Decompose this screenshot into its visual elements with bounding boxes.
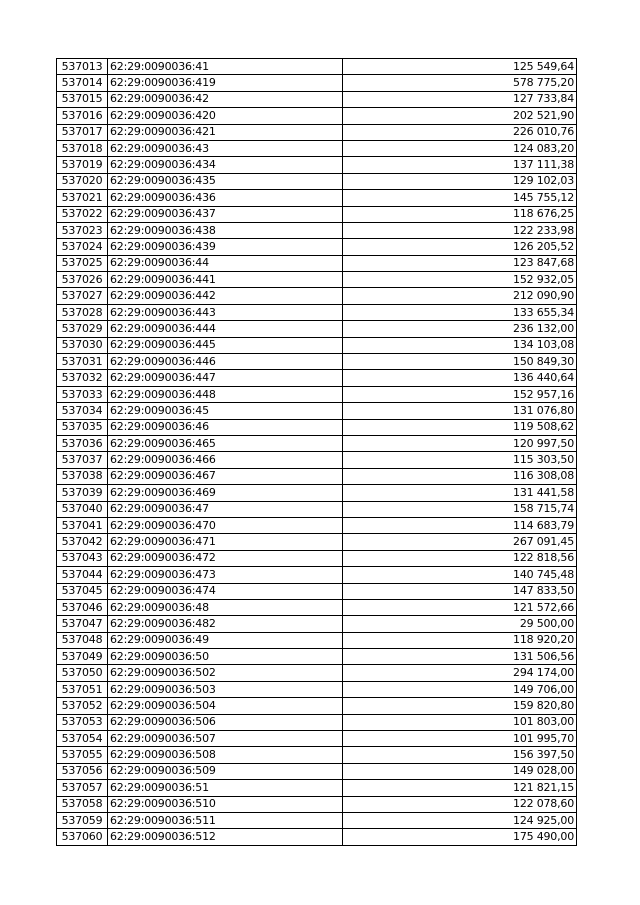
cadastral-value-cell: 129 102,03 — [343, 173, 577, 189]
table-row — [57, 288, 577, 304]
cadastral-number-cell: 62:29:0090036:471 — [108, 534, 343, 550]
table-row — [57, 222, 577, 238]
table-row — [57, 468, 577, 484]
cadastral-number-cell: 62:29:0090036:509 — [108, 763, 343, 779]
cadastral-number-cell: 62:29:0090036:442 — [108, 288, 343, 304]
table-row — [57, 370, 577, 386]
cadastral-number-cell: 62:29:0090036:465 — [108, 435, 343, 451]
row-id-cell: 537020 — [57, 173, 108, 189]
cadastral-value-cell: 123 847,68 — [343, 255, 577, 271]
cadastral-value-cell: 294 174,00 — [343, 665, 577, 681]
cadastral-value-cell: 149 028,00 — [343, 763, 577, 779]
cadastral-number-cell: 62:29:0090036:510 — [108, 796, 343, 812]
cadastral-number-cell: 62:29:0090036:441 — [108, 272, 343, 288]
cadastral-number-cell: 62:29:0090036:45 — [108, 403, 343, 419]
cadastral-value-cell: 267 091,45 — [343, 534, 577, 550]
row-id-cell: 537042 — [57, 534, 108, 550]
cadastral-number-cell: 62:29:0090036:419 — [108, 75, 343, 91]
cadastral-number-cell: 62:29:0090036:41 — [108, 59, 343, 75]
cadastral-value-cell: 118 920,20 — [343, 632, 577, 648]
row-id-cell: 537059 — [57, 812, 108, 828]
table-row — [57, 747, 577, 763]
cadastral-number-cell: 62:29:0090036:49 — [108, 632, 343, 648]
table-row — [57, 714, 577, 730]
table-row — [57, 698, 577, 714]
cadastral-number-cell: 62:29:0090036:473 — [108, 567, 343, 583]
row-id-cell: 537018 — [57, 140, 108, 156]
table-row — [57, 517, 577, 533]
table-row — [57, 255, 577, 271]
row-id-cell: 537058 — [57, 796, 108, 812]
row-id-cell: 537046 — [57, 599, 108, 615]
table-row — [57, 304, 577, 320]
row-id-cell: 537040 — [57, 501, 108, 517]
cadastral-value-cell: 125 549,64 — [343, 59, 577, 75]
table-row — [57, 419, 577, 435]
cadastral-number-cell: 62:29:0090036:504 — [108, 698, 343, 714]
cadastral-value-cell: 122 233,98 — [343, 222, 577, 238]
cadastral-number-cell: 62:29:0090036:445 — [108, 337, 343, 353]
cadastral-value-cell: 121 821,15 — [343, 780, 577, 796]
cadastral-number-cell: 62:29:0090036:511 — [108, 812, 343, 828]
cadastral-value-cell: 118 676,25 — [343, 206, 577, 222]
table-row — [57, 534, 577, 550]
cadastral-number-cell: 62:29:0090036:436 — [108, 190, 343, 206]
row-id-cell: 537047 — [57, 616, 108, 632]
table-row — [57, 731, 577, 747]
cadastral-value-cell: 121 572,66 — [343, 599, 577, 615]
table-row — [57, 190, 577, 206]
table-row — [57, 780, 577, 796]
table-row — [57, 796, 577, 812]
cadastral-value-cell: 120 997,50 — [343, 435, 577, 451]
cadastral-number-cell: 62:29:0090036:469 — [108, 485, 343, 501]
cadastral-value-cell: 152 932,05 — [343, 272, 577, 288]
table-row — [57, 206, 577, 222]
cadastral-value-cell: 236 132,00 — [343, 321, 577, 337]
row-id-cell: 537039 — [57, 485, 108, 501]
cadastral-number-cell: 62:29:0090036:50 — [108, 649, 343, 665]
table-row — [57, 812, 577, 828]
row-id-cell: 537021 — [57, 190, 108, 206]
table-row — [57, 763, 577, 779]
row-id-cell: 537028 — [57, 304, 108, 320]
cadastral-value-cell: 226 010,76 — [343, 124, 577, 140]
row-id-cell: 537036 — [57, 435, 108, 451]
table-row — [57, 272, 577, 288]
table-row — [57, 435, 577, 451]
row-id-cell: 537055 — [57, 747, 108, 763]
row-id-cell: 537014 — [57, 75, 108, 91]
table-row — [57, 59, 577, 75]
cadastral-value-cell: 156 397,50 — [343, 747, 577, 763]
cadastral-value-cell: 101 995,70 — [343, 731, 577, 747]
cadastral-number-cell: 62:29:0090036:503 — [108, 681, 343, 697]
row-id-cell: 537029 — [57, 321, 108, 337]
row-id-cell: 537019 — [57, 157, 108, 173]
row-id-cell: 537024 — [57, 239, 108, 255]
table-row — [57, 616, 577, 632]
cadastral-number-cell: 62:29:0090036:43 — [108, 140, 343, 156]
table-row — [57, 681, 577, 697]
table-row — [57, 157, 577, 173]
table-row — [57, 829, 577, 845]
table-row — [57, 91, 577, 107]
row-id-cell: 537045 — [57, 583, 108, 599]
row-id-cell: 537027 — [57, 288, 108, 304]
row-id-cell: 537043 — [57, 550, 108, 566]
row-id-cell: 537030 — [57, 337, 108, 353]
cadastral-value-cell: 159 820,80 — [343, 698, 577, 714]
row-id-cell: 537056 — [57, 763, 108, 779]
table-row — [57, 649, 577, 665]
table-row — [57, 173, 577, 189]
row-id-cell: 537048 — [57, 632, 108, 648]
cadastral-value-cell: 140 745,48 — [343, 567, 577, 583]
cadastral-value-cell: 115 303,50 — [343, 452, 577, 468]
cadastral-value-cell: 134 103,08 — [343, 337, 577, 353]
cadastral-value-cell: 152 957,16 — [343, 386, 577, 402]
cadastral-number-cell: 62:29:0090036:434 — [108, 157, 343, 173]
cadastral-number-cell: 62:29:0090036:42 — [108, 91, 343, 107]
table-row — [57, 239, 577, 255]
cadastral-value-cell: 212 090,90 — [343, 288, 577, 304]
cadastral-number-cell: 62:29:0090036:472 — [108, 550, 343, 566]
row-id-cell: 537037 — [57, 452, 108, 468]
row-id-cell: 537038 — [57, 468, 108, 484]
cadastral-number-cell: 62:29:0090036:506 — [108, 714, 343, 730]
row-id-cell: 537051 — [57, 681, 108, 697]
cadastral-value-cell: 578 775,20 — [343, 75, 577, 91]
row-id-cell: 537023 — [57, 222, 108, 238]
cadastral-number-cell: 62:29:0090036:512 — [108, 829, 343, 845]
row-id-cell: 537022 — [57, 206, 108, 222]
table-row — [57, 321, 577, 337]
cadastral-value-cell: 145 755,12 — [343, 190, 577, 206]
row-id-cell: 537026 — [57, 272, 108, 288]
cadastral-value-cell: 147 833,50 — [343, 583, 577, 599]
table-row — [57, 550, 577, 566]
table-row — [57, 108, 577, 124]
cadastral-number-cell: 62:29:0090036:46 — [108, 419, 343, 435]
row-id-cell: 537035 — [57, 419, 108, 435]
row-id-cell: 537052 — [57, 698, 108, 714]
table-row — [57, 124, 577, 140]
cadastral-number-cell: 62:29:0090036:502 — [108, 665, 343, 681]
row-id-cell: 537034 — [57, 403, 108, 419]
cadastral-number-cell: 62:29:0090036:51 — [108, 780, 343, 796]
cadastral-value-cell: 136 440,64 — [343, 370, 577, 386]
table-row — [57, 501, 577, 517]
cadastral-number-cell: 62:29:0090036:48 — [108, 599, 343, 615]
cadastral-number-cell: 62:29:0090036:47 — [108, 501, 343, 517]
cadastral-value-cell: 122 818,56 — [343, 550, 577, 566]
cadastral-value-cell: 124 083,20 — [343, 140, 577, 156]
cadastral-value-cell: 133 655,34 — [343, 304, 577, 320]
row-id-cell: 537025 — [57, 255, 108, 271]
row-id-cell: 537031 — [57, 354, 108, 370]
cadastral-value-cell: 131 076,80 — [343, 403, 577, 419]
cadastral-value-cell: 150 849,30 — [343, 354, 577, 370]
cadastral-number-cell: 62:29:0090036:482 — [108, 616, 343, 632]
row-id-cell: 537060 — [57, 829, 108, 845]
row-id-cell: 537016 — [57, 108, 108, 124]
cadastral-value-table — [56, 58, 577, 846]
row-id-cell: 537057 — [57, 780, 108, 796]
cadastral-number-cell: 62:29:0090036:435 — [108, 173, 343, 189]
cadastral-number-cell: 62:29:0090036:437 — [108, 206, 343, 222]
cadastral-value-cell: 101 803,00 — [343, 714, 577, 730]
cadastral-number-cell: 62:29:0090036:448 — [108, 386, 343, 402]
cadastral-number-cell: 62:29:0090036:443 — [108, 304, 343, 320]
table-row — [57, 583, 577, 599]
row-id-cell: 537041 — [57, 517, 108, 533]
cadastral-number-cell: 62:29:0090036:44 — [108, 255, 343, 271]
table-body — [57, 59, 577, 846]
row-id-cell: 537033 — [57, 386, 108, 402]
table-row — [57, 632, 577, 648]
cadastral-number-cell: 62:29:0090036:466 — [108, 452, 343, 468]
cadastral-value-cell: 131 506,56 — [343, 649, 577, 665]
row-id-cell: 537015 — [57, 91, 108, 107]
row-id-cell: 537013 — [57, 59, 108, 75]
row-id-cell: 537053 — [57, 714, 108, 730]
cadastral-value-cell: 114 683,79 — [343, 517, 577, 533]
table-row — [57, 485, 577, 501]
cadastral-number-cell: 62:29:0090036:467 — [108, 468, 343, 484]
cadastral-value-cell: 127 733,84 — [343, 91, 577, 107]
table-row — [57, 75, 577, 91]
cadastral-value-cell: 137 111,38 — [343, 157, 577, 173]
cadastral-number-cell: 62:29:0090036:508 — [108, 747, 343, 763]
table-row — [57, 386, 577, 402]
table-row — [57, 452, 577, 468]
row-id-cell: 537049 — [57, 649, 108, 665]
cadastral-number-cell: 62:29:0090036:439 — [108, 239, 343, 255]
row-id-cell: 537054 — [57, 731, 108, 747]
table-row — [57, 567, 577, 583]
cadastral-number-cell: 62:29:0090036:446 — [108, 354, 343, 370]
cadastral-value-cell: 149 706,00 — [343, 681, 577, 697]
cadastral-number-cell: 62:29:0090036:421 — [108, 124, 343, 140]
cadastral-value-cell: 29 500,00 — [343, 616, 577, 632]
cadastral-value-cell: 119 508,62 — [343, 419, 577, 435]
cadastral-number-cell: 62:29:0090036:507 — [108, 731, 343, 747]
table-row — [57, 337, 577, 353]
cadastral-value-cell: 131 441,58 — [343, 485, 577, 501]
table-row — [57, 403, 577, 419]
cadastral-number-cell: 62:29:0090036:438 — [108, 222, 343, 238]
cadastral-value-cell: 175 490,00 — [343, 829, 577, 845]
row-id-cell: 537044 — [57, 567, 108, 583]
cadastral-value-cell: 158 715,74 — [343, 501, 577, 517]
cadastral-number-cell: 62:29:0090036:470 — [108, 517, 343, 533]
row-id-cell: 537032 — [57, 370, 108, 386]
row-id-cell: 537050 — [57, 665, 108, 681]
cadastral-value-cell: 122 078,60 — [343, 796, 577, 812]
table-row — [57, 140, 577, 156]
table-row — [57, 354, 577, 370]
cadastral-value-cell: 202 521,90 — [343, 108, 577, 124]
table-row — [57, 665, 577, 681]
cadastral-number-cell: 62:29:0090036:420 — [108, 108, 343, 124]
row-id-cell: 537017 — [57, 124, 108, 140]
table-row — [57, 599, 577, 615]
cadastral-number-cell: 62:29:0090036:444 — [108, 321, 343, 337]
cadastral-value-cell: 124 925,00 — [343, 812, 577, 828]
cadastral-value-cell: 116 308,08 — [343, 468, 577, 484]
cadastral-value-cell: 126 205,52 — [343, 239, 577, 255]
cadastral-number-cell: 62:29:0090036:447 — [108, 370, 343, 386]
cadastral-number-cell: 62:29:0090036:474 — [108, 583, 343, 599]
